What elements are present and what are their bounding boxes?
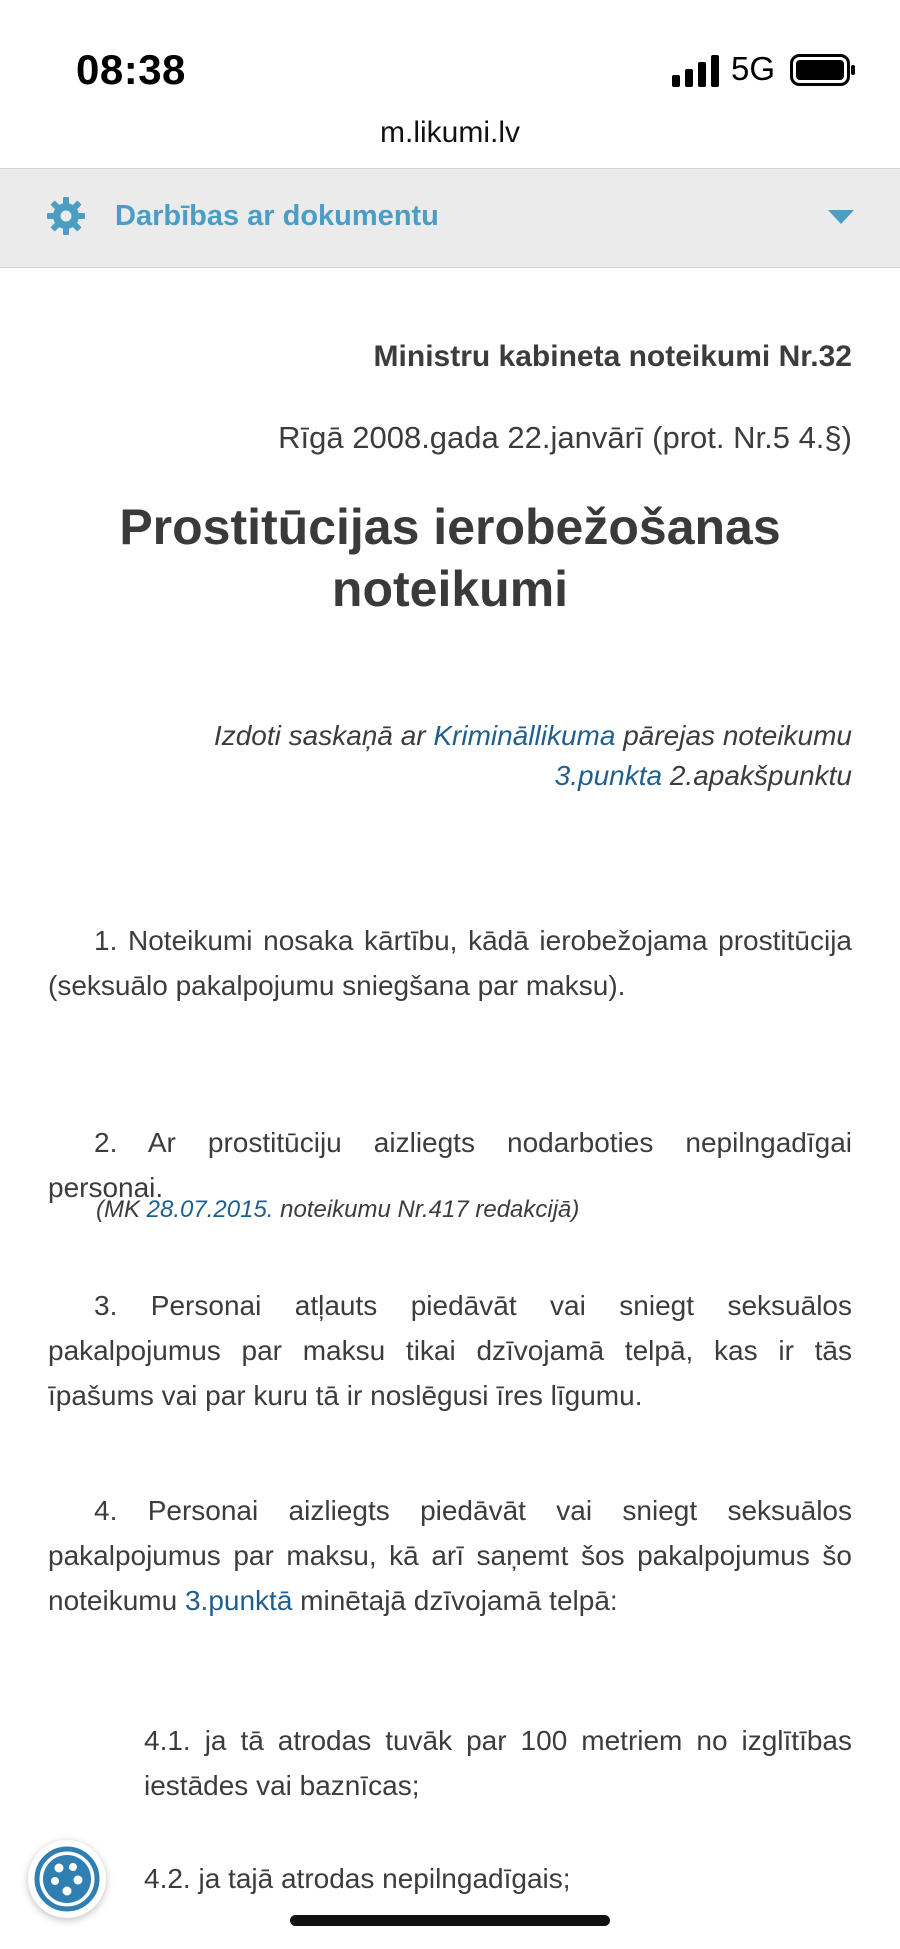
document-type: Ministru kabineta noteikumi Nr.32	[373, 340, 852, 373]
status-bar	[0, 0, 900, 110]
link-kriminallikums[interactable]: Krimināllikuma	[433, 720, 616, 751]
clock: 08:38	[76, 46, 186, 93]
address-bar-url[interactable]: m.likumi.lv	[380, 116, 520, 149]
battery-icon	[790, 54, 856, 86]
paragraph-3: 3. Personai atļauts piedāvāt vai sniegt seksuālos pakalpojumus par maksu tikai dzīvojamā telpā, kas ir tās īpašums vai par kuru tā ir noslēgusi īres līgumu.	[48, 1290, 852, 1411]
home-indicator	[290, 1915, 610, 1926]
subparagraph-4-2: 4.2. ja tajā atrodas nepilngadīgais;	[144, 1863, 571, 1894]
paragraph-2: 2. Ar prostitūciju aizliegts nodarboties nepilngadīgai personai.	[48, 1127, 852, 1203]
gear-icon[interactable]	[46, 196, 86, 236]
link-3-punkta[interactable]: 3.punkta	[554, 760, 663, 791]
accessibility-palette-icon	[28, 1840, 106, 1918]
network-type: 5G	[731, 50, 776, 87]
document-actions-label[interactable]: Darbības ar dokumentu	[115, 200, 439, 232]
caret-down-icon[interactable]	[828, 210, 854, 226]
paragraph-1: 1. Noteikumi nosaka kārtību, kādā ierobežojama prostitūcija (seksuālo pakalpojumu sniegšana par maksu).	[48, 925, 852, 1001]
document-place-date: Rīgā 2008.gada 22.janvārī (prot. Nr.5 4.§)	[278, 420, 852, 455]
accessibility-button[interactable]	[28, 1840, 106, 1918]
paragraph-4: 4. Personai aizliegts piedāvāt vai sniegt seksuālos pakalpojumus par maksu, kā arī saņemt šos pakalpojumus šo noteikumu 3.punktā minētajā dzīvojamā telpā:	[48, 1495, 852, 1616]
amendment-note: (MK 28.07.2015. noteikumu Nr.417 redakcijā)	[96, 1196, 580, 1223]
link-amendment-date[interactable]: 28.07.2015.	[146, 1196, 274, 1223]
signal-icon	[672, 55, 720, 87]
document-title: Prostitūcijas ierobežošanas noteikumi	[119, 499, 781, 617]
subparagraph-4-1: 4.1. ja tā atrodas tuvāk par 100 metriem no izglītības iestādes vai baznīcas;	[144, 1725, 852, 1801]
link-3-punkta-ref[interactable]: 3.punktā	[184, 1585, 293, 1616]
issued-basis: Izdoti saskaņā ar Krimināllikuma pārejas noteikumu 3.punkta 2.apakšpunktu	[213, 720, 852, 791]
